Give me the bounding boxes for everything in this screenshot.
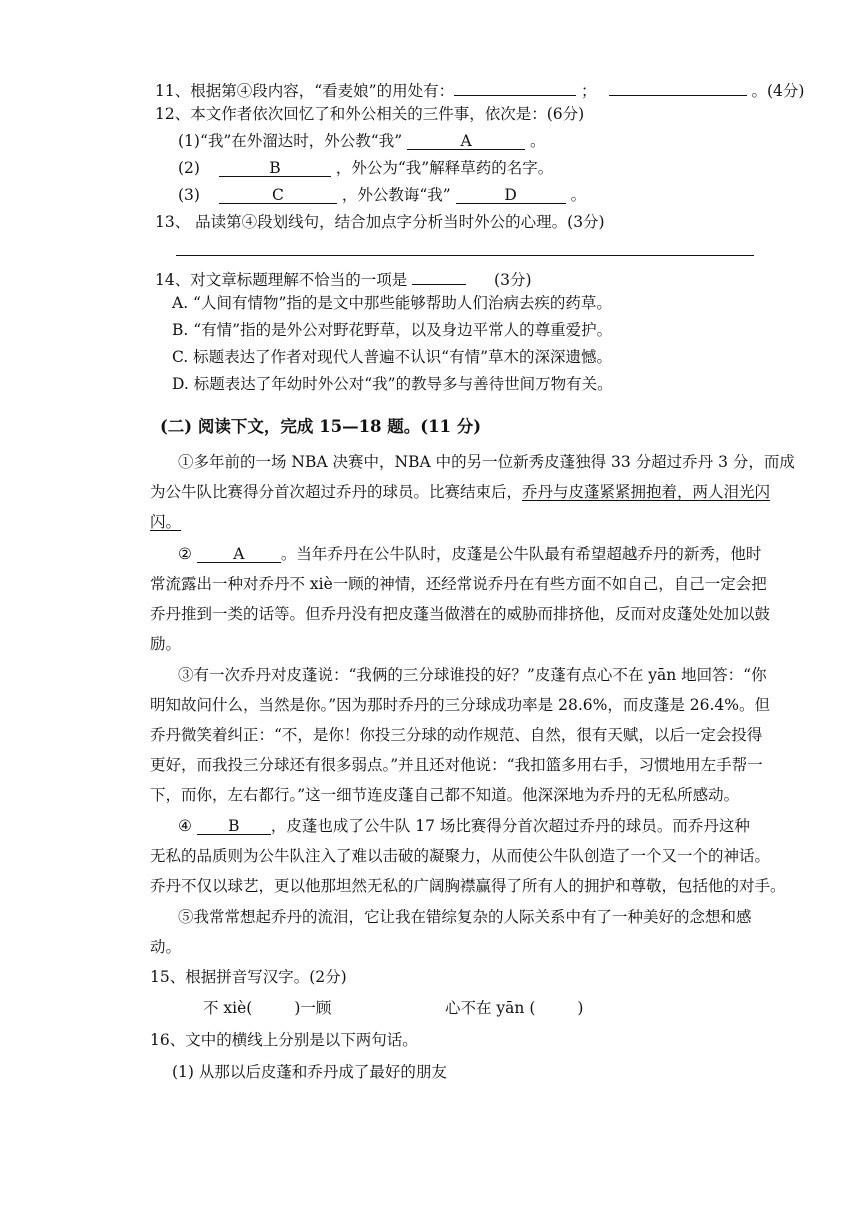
para-4-line-3: 乔丹不仅以球艺，更以他那坦然无私的广阔胸襟赢得了所有人的拥护和尊敬，包括他的对手。 bbox=[150, 877, 786, 895]
q14-option-c: C. 标题表达了作者对现代人普遍不认识“有情”草木的深深遗憾。 bbox=[172, 348, 613, 366]
q14-option-b: B. “有情”指的是外公对野花野草，以及身边平常人的尊重爱护。 bbox=[172, 321, 613, 339]
para-1-underlined-end: 闪。 bbox=[150, 513, 182, 531]
para-4-line-1 bbox=[178, 816, 750, 836]
para-5-line-2: 动。 bbox=[150, 938, 182, 956]
q12-item-1 bbox=[178, 131, 546, 151]
q15-question: 15、根据拼音写汉字。(2分) bbox=[150, 968, 347, 986]
q14-score: (3分) bbox=[494, 271, 532, 289]
q12-item-1-end: 。 bbox=[530, 132, 546, 150]
q15-word-2-pre: 心不在 yān ( bbox=[445, 999, 536, 1017]
para-5-line-1: ⑤我常常想起乔丹的流泪，它让我在错综复杂的人际关系中有了一种美好的念想和感 bbox=[178, 908, 752, 926]
para-3-line-3: 乔丹微笑着纠正：“不，是你！你投三分球的动作规范、自然，很有天赋，以后一定会投得 bbox=[150, 726, 763, 744]
para-2-line-3: 乔丹推到一类的话等。但乔丹没有把皮蓬当做潜在的威胁而排挤他，反而对皮蓬处处加以鼓 bbox=[150, 605, 771, 623]
q12-blank-a[interactable]: A bbox=[407, 131, 525, 150]
q14-text: 14、对文章标题理解不恰当的一项是 bbox=[155, 271, 408, 289]
para-3-line-5: 下，而你，左右都行。”这一细节连皮蓬自己都不知道。他深深地为乔丹的无私所感动。 bbox=[150, 786, 740, 804]
section-2-heading: (二) 阅读下文，完成 15—18 题。(11 分) bbox=[160, 417, 482, 436]
q16-item-1: (1) 从那以后皮蓬和乔丹成了最好的朋友 bbox=[172, 1063, 447, 1081]
para-4-blank-b[interactable]: B bbox=[197, 816, 271, 835]
q14-question bbox=[155, 266, 532, 290]
q12-blank-d[interactable]: D bbox=[456, 185, 566, 204]
q11-separator: ； bbox=[581, 82, 597, 100]
q12-item-3 bbox=[178, 185, 586, 205]
q12-item-3-num: (3) bbox=[178, 186, 200, 204]
para-2-blank-a[interactable]: A bbox=[197, 544, 281, 563]
q11-blank-2[interactable] bbox=[609, 77, 747, 96]
q14-answer-blank[interactable] bbox=[412, 266, 466, 285]
q11-line bbox=[155, 77, 804, 101]
q14-option-a: A. “人间有情物”指的是文中那些能够帮助人们治病去疾的药草。 bbox=[172, 294, 612, 312]
q15-word-1 bbox=[203, 998, 331, 1018]
q16-question: 16、文中的横线上分别是以下两句话。 bbox=[150, 1031, 418, 1049]
para-3-line-4: 更好，而我投三分球还有很多弱点。”并且还对他说：“我扣篮多用右手，习惯地用左手帮一 bbox=[150, 756, 763, 774]
q12-item-2-num: (2) bbox=[178, 159, 200, 177]
q12-item-3-end: 。 bbox=[570, 186, 587, 204]
para-1-text: 为公牛队比赛得分首次超过乔丹的球员。比赛结束后， bbox=[150, 483, 523, 501]
para-3-line-1: ③有一次乔丹对皮蓬说：“我俩的三分球谁投的好？”皮蓬有点心不在 yān 地回答：“你 bbox=[178, 666, 767, 684]
q12-blank-b[interactable]: B bbox=[219, 158, 331, 177]
para-2-line-1 bbox=[178, 544, 761, 564]
para-4-line-2: 无私的品质则为公牛队注入了难以击破的凝聚力，从而使公牛队创造了一个又一个的神话。 bbox=[150, 847, 771, 865]
q12-item-3-text: ，外公教诲“我” bbox=[341, 186, 451, 204]
q11-score: 。(4分) bbox=[751, 82, 805, 100]
para-2-num: ② bbox=[178, 545, 192, 563]
q13-answer-line[interactable] bbox=[176, 255, 754, 256]
q15-word-2 bbox=[445, 998, 583, 1018]
q11-text: 11、根据第④段内容，“看麦娘”的用处有： bbox=[155, 82, 455, 100]
q15-word-2-post: ) bbox=[577, 999, 584, 1017]
q15-word-1-pre: 不 xiè( bbox=[203, 999, 253, 1017]
para-1-line-1: ①多年前的一场 NBA 决赛中，NBA 中的另一位新秀皮蓬独得 33 分超过乔丹 3 分，而成 bbox=[178, 453, 795, 471]
q12-item-2 bbox=[178, 158, 553, 178]
q12-item-1-text: (1)“我”在外溜达时，外公教“我” bbox=[178, 132, 403, 150]
para-2-line-2: 常流露出一种对乔丹不 xiè一顾的神情，还经常说乔丹在有些方面不如自己，自己一定会把 bbox=[150, 575, 767, 593]
q11-blank-1[interactable] bbox=[454, 77, 576, 96]
para-1-line-3 bbox=[150, 512, 181, 532]
para-4-text: ，皮蓬也成了公牛队 17 场比赛得分首次超过乔丹的球员。而乔丹这种 bbox=[270, 817, 750, 835]
para-2-text: 。当年乔丹在公牛队时，皮蓬是公牛队最有希望超越乔丹的新秀，他时 bbox=[280, 545, 762, 563]
q15-word-1-post: )一顾 bbox=[294, 999, 332, 1017]
q12-heading: 12、本文作者依次回忆了和外公相关的三件事，依次是：(6分) bbox=[155, 105, 585, 123]
q14-option-d: D. 标题表达了年幼时外公对“我”的教导多与善待世间万物有关。 bbox=[172, 375, 613, 393]
para-2-line-4: 励。 bbox=[150, 635, 182, 653]
q12-blank-c[interactable]: C bbox=[219, 185, 337, 204]
para-3-line-2: 明知故问什么，当然是你。”因为那时乔丹的三分球成功率是 28.6%，而皮蓬是 26.4%。但 bbox=[150, 696, 771, 714]
para-4-num: ④ bbox=[178, 817, 192, 835]
para-1-underlined: 乔丹与皮蓬紧紧拥抱着，两人泪光闪 bbox=[522, 483, 771, 501]
q13-question: 13、 品读第④段划线句，结合加点字分析当时外公的心理。(3分) bbox=[155, 213, 605, 231]
para-1-line-2 bbox=[150, 482, 770, 502]
q12-item-2-text: ，外公为“我”解释草药的名字。 bbox=[335, 159, 554, 177]
